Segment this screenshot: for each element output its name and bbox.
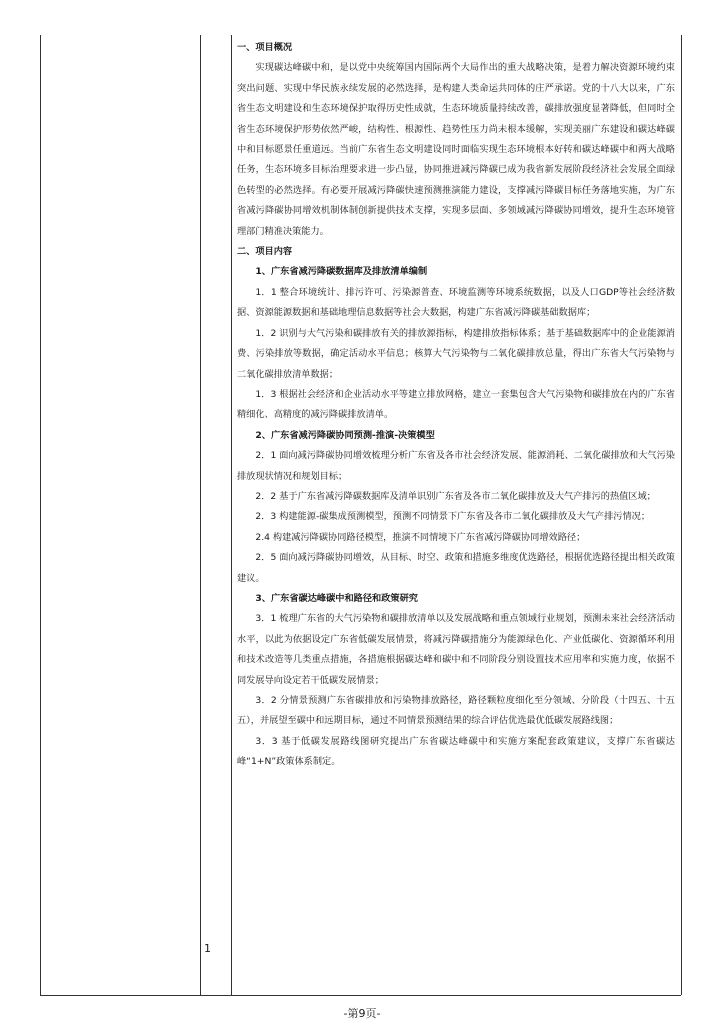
table-border-right xyxy=(681,35,682,995)
subsection-title-1: 1、广东省减污降碳数据库及排放清单编制 xyxy=(255,266,428,278)
table-border-left xyxy=(40,35,41,995)
table-column-divider-2 xyxy=(231,35,232,995)
item-3-3: 3．3 基于低碳发展路线图研究提出广东省碳达峰碳中和实施方案配套政策建议，支撑广东省碳达峰“1+N”政策体系制定。 xyxy=(237,735,675,768)
subsection-title-3: 3、广东省碳达峰碳中和路径和政策研究 xyxy=(255,592,418,604)
item-2-5: 2．5 面向减污降碳协同增效，从目标、时空、政策和措施多维度优选路径，根据优选路径提出相关政策建议。 xyxy=(237,552,675,584)
document-content xyxy=(237,38,675,773)
row-number: 1 xyxy=(204,942,211,955)
item-1-1: 1．1 整合环境统计、排污许可、污染源普查、环境监测等环境系统数据，以及人口GDP等社会经济数据、资源能源数据和基础地理信息数据等社会大数据，构建广东省减污降碳基础数据库； xyxy=(237,286,675,319)
table-column-divider-1 xyxy=(200,35,201,995)
page-number: -第9页- xyxy=(343,1007,381,1020)
item-2-1: 2．1 面向减污降碳协同增效梳理分析广东省及各市社会经济发展、能源消耗、二氧化碳排放和大气污染排放现状情况和规划目标； xyxy=(237,450,675,482)
item-2-3: 2．3 构建能源-碳集成预测模型，预测不同情景下广东省及各市二氧化碳排放及大气产排污情况； xyxy=(255,511,651,523)
item-1-3: 1．3 根据社会经济和企业活动水平等建立排放网格，建立一套集包含大气污染物和碳排放在内的广东省精细化、高精度的减污降碳排放清单。 xyxy=(237,388,675,421)
section-heading-content: 二、项目内容 xyxy=(237,246,293,258)
overview-paragraph: 实现碳达峰碳中和，是以党中央统筹国内国际两个大局作出的重大战略决策，是着力解决资源环境约束突出问题、实现中华民族永续发展的必然选择，是构建人类命运共同体的庄严承诺。党的十八大以来，广东省生态文明建设和生态环境保护取得历史性成就，生态环境质量持续改善，碳排放强度显著降低，但同时全省生态环境保护形势依然严峻，结构性、根源性、趋势性压力尚未根本缓解，实现美丽广东建设和碳达峰碳中和目标愿景任重道远。当前广东省生态文明建设同时面临实现生态环境根本好转和碳达峰碳中和两大战略任务，生态环境多目标治理要求进一步凸显，协同推进减污降碳已成为我省新发展阶段经济社会发展全面绿色转型的必然选择。有必要开展减污降碳快速预测推演能力建设，支撑减污降碳目标任务落地实施，为广东省减污降碳协同增效机制体制创新提供技术支撑，实现多层面、多领域减污降碳协同增效，提升生态环境管理部门精准决策能力。 xyxy=(237,62,675,237)
item-2-2: 2．2 基于广东省减污降碳数据库及清单识别广东省及各市二氧化碳排放及大气产排污的热值区域； xyxy=(255,490,656,502)
item-1-2: 1．2 识别与大气污染和碳排放有关的排放源指标，构建排放指标体系；基于基础数据库中的企业能源消费、污染排放等数据，确定活动水平信息；核算大气污染物与二氧化碳排放总量，得出广东省大气污染物与二氧化碳排放清单数据； xyxy=(237,327,675,380)
item-2-4: 2.4 构建减污降碳协同路径模型，推演不同情境下广东省减污降碳协同增效路径； xyxy=(255,531,586,543)
section-heading-overview: 一、项目概况 xyxy=(237,42,293,53)
table-border-bottom xyxy=(40,995,681,996)
subsection-title-2: 2、广东省减污降碳协同预测-推演-决策模型 xyxy=(255,429,435,441)
item-3-1: 3．1 梳理广东省的大气污染物和碳排放清单以及发展战略和重点领域行业规划，预测未来社会经济活动水平，以此为依据设定广东省低碳发展情景，将减污降碳措施分为能源绿色化、产业低碳化、资源循环利用和技术改造等几类重点措施，各措施根据碳达峰和碳中和不同阶段分别设置技术应用率和实施力度，依据不同发展导向设定若干低碳发展情景； xyxy=(237,613,675,686)
item-3-2: 3．2 分情景预测广东省碳排放和污染物排放路径，路径颗粒度细化至分领域、分阶段（十四五、十五五），并展望至碳中和远期目标，通过不同情景预测结果的综合评估优选最优低碳发展路线图； xyxy=(237,695,675,727)
